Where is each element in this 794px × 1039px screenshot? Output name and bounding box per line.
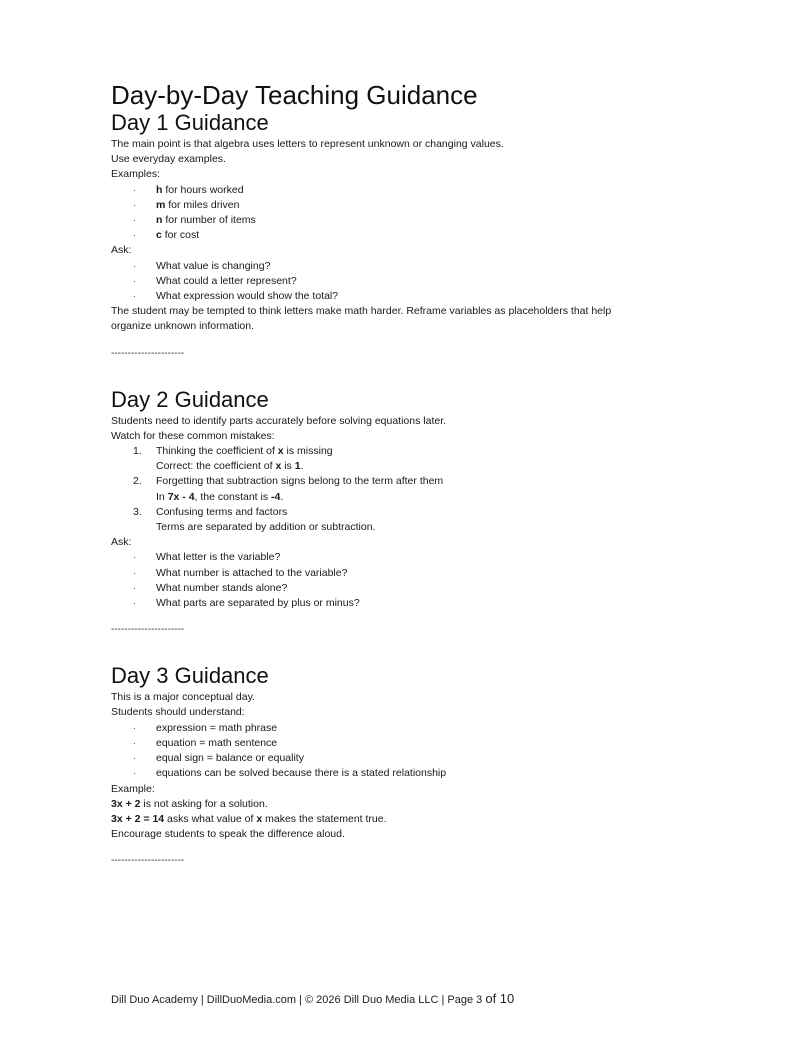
day2-ask-list	[111, 550, 711, 611]
question-text: What expression would show the total?	[156, 290, 339, 303]
numbered-item	[111, 505, 711, 520]
day1-intro: The main point is that algebra uses letters to represent unknown or changing values.	[111, 138, 504, 150]
list-item	[111, 566, 711, 581]
expression-example: 7x - 4	[167, 490, 195, 503]
example-text: for hours worked	[162, 183, 244, 196]
day3-example-2	[111, 812, 711, 827]
expression-example: 3x + 2	[111, 797, 141, 810]
bullet-icon: ·	[133, 582, 136, 593]
day1-intro-2: Use everyday examples.	[111, 153, 226, 166]
day2-mistakes-list	[111, 444, 711, 535]
correction-text: is	[281, 460, 295, 473]
item-number: 1.	[133, 445, 142, 458]
numbered-item	[111, 444, 711, 459]
bullet-icon: ·	[133, 230, 136, 241]
day3-closing: Encourage students to speak the difference aloud.	[111, 828, 345, 841]
bullet-icon: ·	[133, 598, 136, 609]
list-item	[111, 751, 711, 766]
day3-example-1	[111, 797, 711, 812]
point-text: equal sign = balance or equality	[156, 752, 304, 765]
section-separator: ----------------------	[111, 347, 185, 359]
variable-letter: m	[156, 198, 166, 211]
variable-letter: x	[275, 460, 282, 473]
question-text: What value is changing?	[156, 259, 271, 272]
list-item	[111, 550, 711, 565]
day2-heading: Day 2 Guidance	[111, 386, 269, 412]
list-item	[111, 183, 711, 198]
example-text: for cost	[161, 229, 200, 242]
question-text: What number stands alone?	[156, 581, 288, 594]
item-text: Forgetting that subtraction signs belong to the term after them	[156, 475, 444, 488]
question-text: What letter is the variable?	[156, 551, 281, 564]
document-page	[111, 80, 711, 868]
example-text: is not asking for a solution.	[140, 797, 268, 810]
bullet-icon: ·	[133, 768, 136, 779]
bullet-icon: ·	[133, 753, 136, 764]
point-text: equations can be solved because there is a stated relationship	[156, 767, 447, 780]
example-text: asks what value of	[164, 812, 257, 825]
list-item	[111, 213, 711, 228]
day3-section	[111, 663, 711, 868]
bullet-icon: ·	[133, 184, 136, 195]
list-item	[111, 198, 711, 213]
bullet-icon: ·	[133, 199, 136, 210]
coefficient-value: 1	[294, 460, 301, 473]
item-number: 3.	[133, 505, 142, 518]
variable-letter: n	[156, 214, 163, 227]
item-correction	[111, 459, 711, 474]
list-item	[111, 289, 711, 304]
day1-examples-list	[111, 183, 711, 244]
item-text: Confusing terms and factors	[156, 505, 288, 518]
page-footer	[111, 991, 514, 1006]
list-item	[111, 228, 711, 243]
list-item	[111, 721, 711, 736]
question-text: What could a letter represent?	[156, 274, 297, 287]
day1-heading: Day 1 Guidance	[111, 110, 269, 135]
item-correction	[111, 490, 711, 505]
day3-intro-2: Students should understand:	[111, 706, 245, 719]
item-correction: Terms are separated by addition or subtraction.	[156, 521, 376, 534]
correction-text: .	[280, 490, 284, 503]
day1-ask-list	[111, 259, 711, 305]
list-item	[111, 766, 711, 781]
numbered-item	[111, 474, 711, 489]
variable-letter: x	[277, 445, 284, 458]
bullet-icon: ·	[133, 552, 136, 563]
point-text: expression = math phrase	[156, 721, 278, 734]
list-item	[111, 259, 711, 274]
footer-text: Dill Duo Academy | DillDuoMedia.com | © 2026 Dill Duo Media LLC | Page 3	[111, 994, 486, 1006]
correction-text: In	[156, 490, 168, 503]
bullet-icon: ·	[133, 291, 136, 302]
variable-letter: c	[156, 229, 162, 242]
bullet-icon: ·	[133, 737, 136, 748]
day3-points-list	[111, 721, 711, 782]
correction-text: Correct: the coefficient of	[156, 460, 276, 473]
day1-examples-label: Examples:	[111, 168, 161, 181]
item-number: 2.	[133, 475, 142, 488]
bullet-icon: ·	[133, 215, 136, 226]
correction-text: , the constant is	[194, 490, 272, 503]
question-text: What number is attached to the variable?	[156, 566, 348, 579]
bullet-icon: ·	[133, 567, 136, 578]
equation-example: 3x + 2 = 14	[111, 812, 165, 825]
list-item	[111, 581, 711, 596]
point-text: equation = math sentence	[156, 736, 278, 749]
list-item	[111, 736, 711, 751]
day3-example-label: Example:	[111, 782, 155, 795]
list-item	[111, 274, 711, 289]
section-separator: ----------------------	[111, 855, 185, 867]
day1-note-2: organize unknown information.	[111, 320, 255, 333]
day1-note: The student may be tempted to think letters make math harder. Reframe variables as placeholders that help	[111, 305, 612, 318]
example-text: for number of items	[162, 214, 256, 227]
item-text: Thinking the coefficient of	[156, 445, 278, 458]
day2-intro-2: Watch for these common mistakes:	[111, 429, 275, 442]
question-text: What parts are separated by plus or minus?	[156, 597, 360, 610]
list-item	[111, 596, 711, 611]
day1-section	[111, 110, 711, 361]
correction-text: .	[300, 460, 304, 473]
section-separator: ----------------------	[111, 624, 185, 636]
bullet-icon: ·	[133, 260, 136, 271]
bullet-icon: ·	[133, 275, 136, 286]
day2-section	[111, 387, 711, 638]
day1-ask-label: Ask:	[111, 244, 132, 257]
example-text: makes the statement true.	[262, 812, 387, 825]
constant-value: -4	[271, 490, 281, 503]
day3-heading: Day 3 Guidance	[111, 663, 269, 689]
day2-intro: Students need to identify parts accurately before solving equations later.	[111, 414, 447, 427]
item-text: is missing	[283, 445, 333, 458]
variable-letter: h	[156, 183, 163, 196]
document-title: Day-by-Day Teaching Guidance	[111, 80, 478, 110]
day2-ask-label: Ask:	[111, 536, 132, 549]
day3-intro: This is a major conceptual day.	[111, 691, 255, 704]
bullet-icon: ·	[133, 722, 136, 733]
footer-page-total: of 10	[485, 991, 515, 1006]
example-text: for miles driven	[165, 198, 240, 211]
variable-letter: x	[256, 812, 263, 825]
